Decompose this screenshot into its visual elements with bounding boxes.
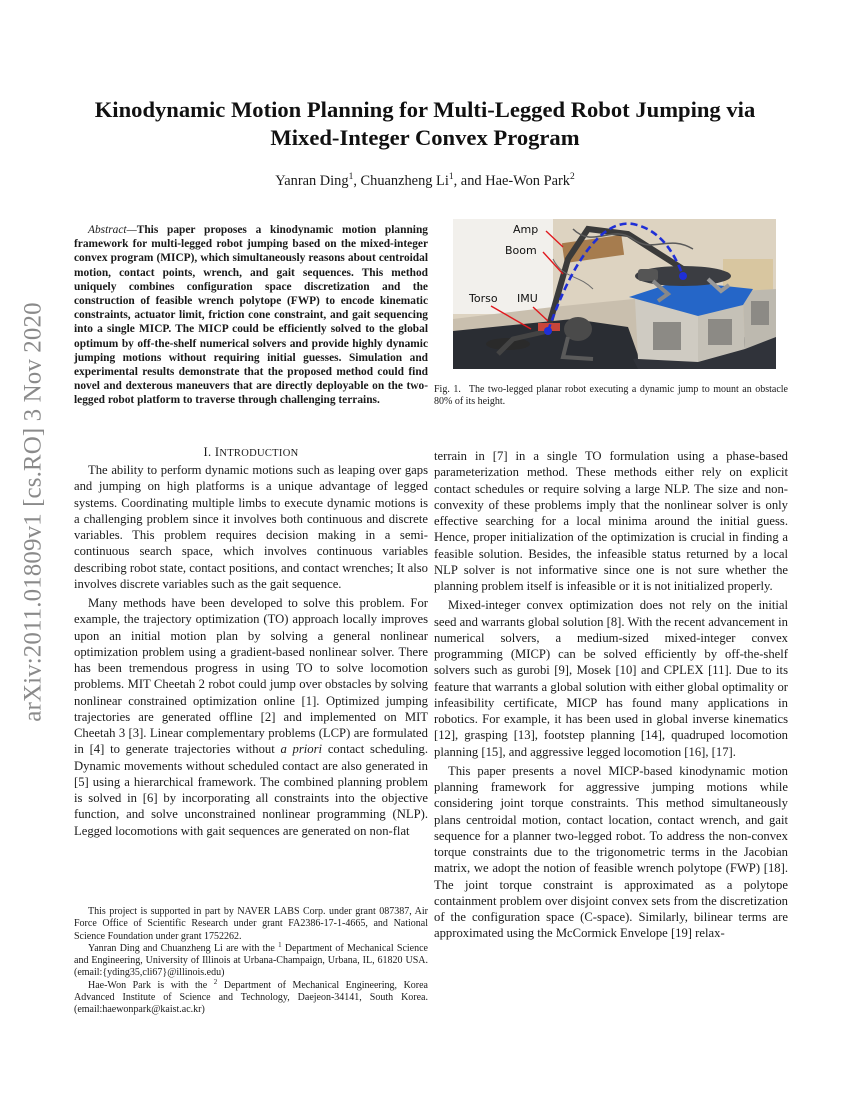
footnote-text: Department of Mechanical Engineering, Korea Advanced Institute of Science and Technology, Daejeon-34141, South Korea. (email:haewonpark@kaist.ac.kr) bbox=[74, 979, 428, 1016]
arxiv-identifier-text: arXiv:2011.01809v1 [cs.RO] 3 Nov 2020 bbox=[20, 302, 47, 722]
paragraph-text: contact scheduling. Dynamic movements without scheduled contact are also generated in [5] using a hierarchical framework. The combined planning problem is solved in [6] by incorporating all constraints into the objective function, and solve unconstrained nonlinear programming (NLP). Legged locomotions with gait sequences are generated on non-flat bbox=[74, 742, 428, 838]
section-title-rest: NTRODUCTION bbox=[219, 448, 299, 459]
author-affiliation-marker: 1 bbox=[348, 172, 354, 182]
right-column-body bbox=[434, 448, 788, 945]
intro-paragraph-2 bbox=[74, 595, 428, 839]
affiliation-marker: 1 bbox=[278, 940, 282, 949]
intro-paragraph-contribution: This paper presents a novel MICP-based kinodynamic motion planning framework for aggressive jumping motions while considering joint torque constraints. This method simultaneously plans centroidal motion, contact location, contact wrench, and gait sequence for a planner two-legged robot. To address the non-convex torque constraints due to the trigonometric terms in the Jacobian matrix, we adopt the notion of feasible wrench polytope (FWP) [18]. The joint torque constraint is approximated as a polytope containment problem over disjoint convex sets from the discretization of the configuration space (C-space). Similarly, bilinear terms are approximated using the McCormick Envelope [19] relax- bbox=[434, 763, 788, 941]
author-affiliation-marker: 2 bbox=[569, 172, 575, 182]
figure-1-photo bbox=[453, 219, 776, 369]
intro-paragraph-1: The ability to perform dynamic motions such as leaping over gaps and jumping on high platforms is a unique advantage of legged systems. Coordinating multiple limbs to execute dynamic motions is a challenging problem since it involves both continuous and discrete variables. This problem requires decision making in a semi-continuous search space, which involves continuous variables describing robot state, contact positions, and contact wrenches; It also involves discrete variables such as the gait sequence. bbox=[74, 463, 428, 591]
affiliation-marker: 2 bbox=[213, 977, 218, 986]
section-title-initial: I bbox=[214, 445, 220, 459]
paper-title bbox=[60, 96, 790, 152]
caption-text: The two-legged planar robot executing a dynamic jump to mount an obstacle 80% of its height. bbox=[434, 384, 788, 408]
left-column-body bbox=[74, 462, 428, 842]
footnote-funding: This project is supported in part by NAVER LABS Corp. under grant 087387, Air Force Office of Scientific Research under grant FA2386-17-1-4665, and National Science Foundation under grant 1752262. bbox=[74, 906, 428, 942]
label-boom: Boom bbox=[505, 244, 537, 257]
section-heading-introduction bbox=[74, 445, 428, 460]
label-amp: Amp bbox=[513, 223, 539, 236]
footnote-affiliation-1 bbox=[74, 940, 428, 980]
author-name: Chuanzheng Li bbox=[360, 173, 449, 189]
footnotes bbox=[74, 906, 428, 1017]
italic-phrase: a priori bbox=[280, 742, 323, 757]
intro-paragraph-micp: Mixed-integer convex optimization does not rely on the initial seed and warrants global solution [8]. With the recent advancement in numerical solvers, a medium-sized mixed-integer convex programming (MICP) can be solved efficiently by off-the-shelf solvers such as gurobi [9], Mosek [10] and CPLEX [11]. Due to its feature that warrants a global solution with either global optimality or infeasibility certificate, MICP has found many applications in robotics. For example, it has been used in global inverse kinematics [12], grasping [13], footstep planning [14], quadruped locomotion planning [15], and aggressive legged locomotion [16], [17]. bbox=[434, 598, 788, 759]
figure-1-caption bbox=[434, 384, 788, 409]
label-torso: Torso bbox=[469, 292, 498, 305]
footnote-text: Yanran Ding and Chuanzheng Li are with the bbox=[88, 942, 279, 954]
footnote-text: Department of Mechanical Science and Engineering, University of Illinois at Urbana-Champaign, Urbana, IL, 61820 USA. (email:{yding35,cli67}@illinois.edu) bbox=[74, 942, 428, 979]
section-numeral: I. bbox=[203, 445, 215, 459]
arxiv-identifier-stamp bbox=[6, 292, 62, 732]
author-name: Hae-Won Park bbox=[485, 173, 570, 189]
footnote-text: Hae-Won Park is with the bbox=[88, 979, 214, 991]
abstract-label: Abstract bbox=[88, 224, 127, 236]
footnote-affiliation-2 bbox=[74, 977, 428, 1017]
abstract-text: This paper proposes a kinodynamic motion planning framework for multi-legged robot jumping based on the mixed-integer convex program (MICP), which simultaneously reasons about centroidal motion, contact points, wrench, and gait sequences. This method uniquely combines configuration space discretization and the construction of feasible wrench polytope (FWP) to encode kinematic constraints, actuator limit, friction cone constraint, and gait sequencing into a single MICP. The MICP could be efficiently solved to the global optimum by off-the-shelf numerical solvers and provide highly dynamic jumping motions without requiring initial guesses. Simulation and experimental results demonstrate that the proposed method could find novel and dexterous maneuvers that are directly deployable on the two-legged robot platform to traverse through challenging terrains. bbox=[74, 224, 428, 407]
figure-number: Fig. 1. bbox=[434, 384, 461, 395]
author-affiliation-marker: 1 bbox=[448, 172, 454, 182]
title-line-2: Mixed-Integer Convex Program bbox=[270, 125, 580, 150]
author-name: Yanran Ding bbox=[275, 173, 349, 189]
title-line-1: Kinodynamic Motion Planning for Multi-Legged Robot Jumping via bbox=[94, 97, 756, 122]
author-separator: , bbox=[353, 173, 361, 189]
abstract-paragraph bbox=[74, 223, 428, 408]
intro-paragraph-continued: terrain in [7] in a single TO formulation using a phase-based parameterization method. These methods either rely on explicit contact schedules or require solving a large NLP. The size and non-convexity of these problems imply that the nonlinear solver is only effective searching for a local minima around the initial guess. Hence, proper initialization of the optimization is crucial in finding a feasible solution. Besides, the infeasible status returned by a local NLP solver is not informative since one is not sure whether the planning problem itself is infeasible or it is not initialized properly. bbox=[434, 449, 788, 593]
robot-jump-photo-illustration bbox=[453, 219, 776, 369]
abstract bbox=[74, 223, 428, 408]
author-separator: , and bbox=[453, 173, 486, 189]
label-imu: IMU bbox=[517, 292, 538, 305]
author-list bbox=[60, 172, 790, 190]
paragraph-text: Many methods have been developed to solve this problem. For example, the trajectory optimization (TO) approach locally improves upon an initial motion plan by solving a general nonlinear optimization problem using a gradient-based nonlinear solver. There has been tremendous progress in using TO to solve locomotion problems. MIT Cheetah 2 robot could jump over obstacles by solving nonlinear constrained optimization online [1]. Optimized jumping trajectories are generated offline [2] and implemented on MIT Cheetah 3 [3]. Linear complementary problems (LCP) are formulated in [4] to generate trajectories without bbox=[74, 596, 428, 757]
abstract-dash: — bbox=[126, 224, 137, 236]
